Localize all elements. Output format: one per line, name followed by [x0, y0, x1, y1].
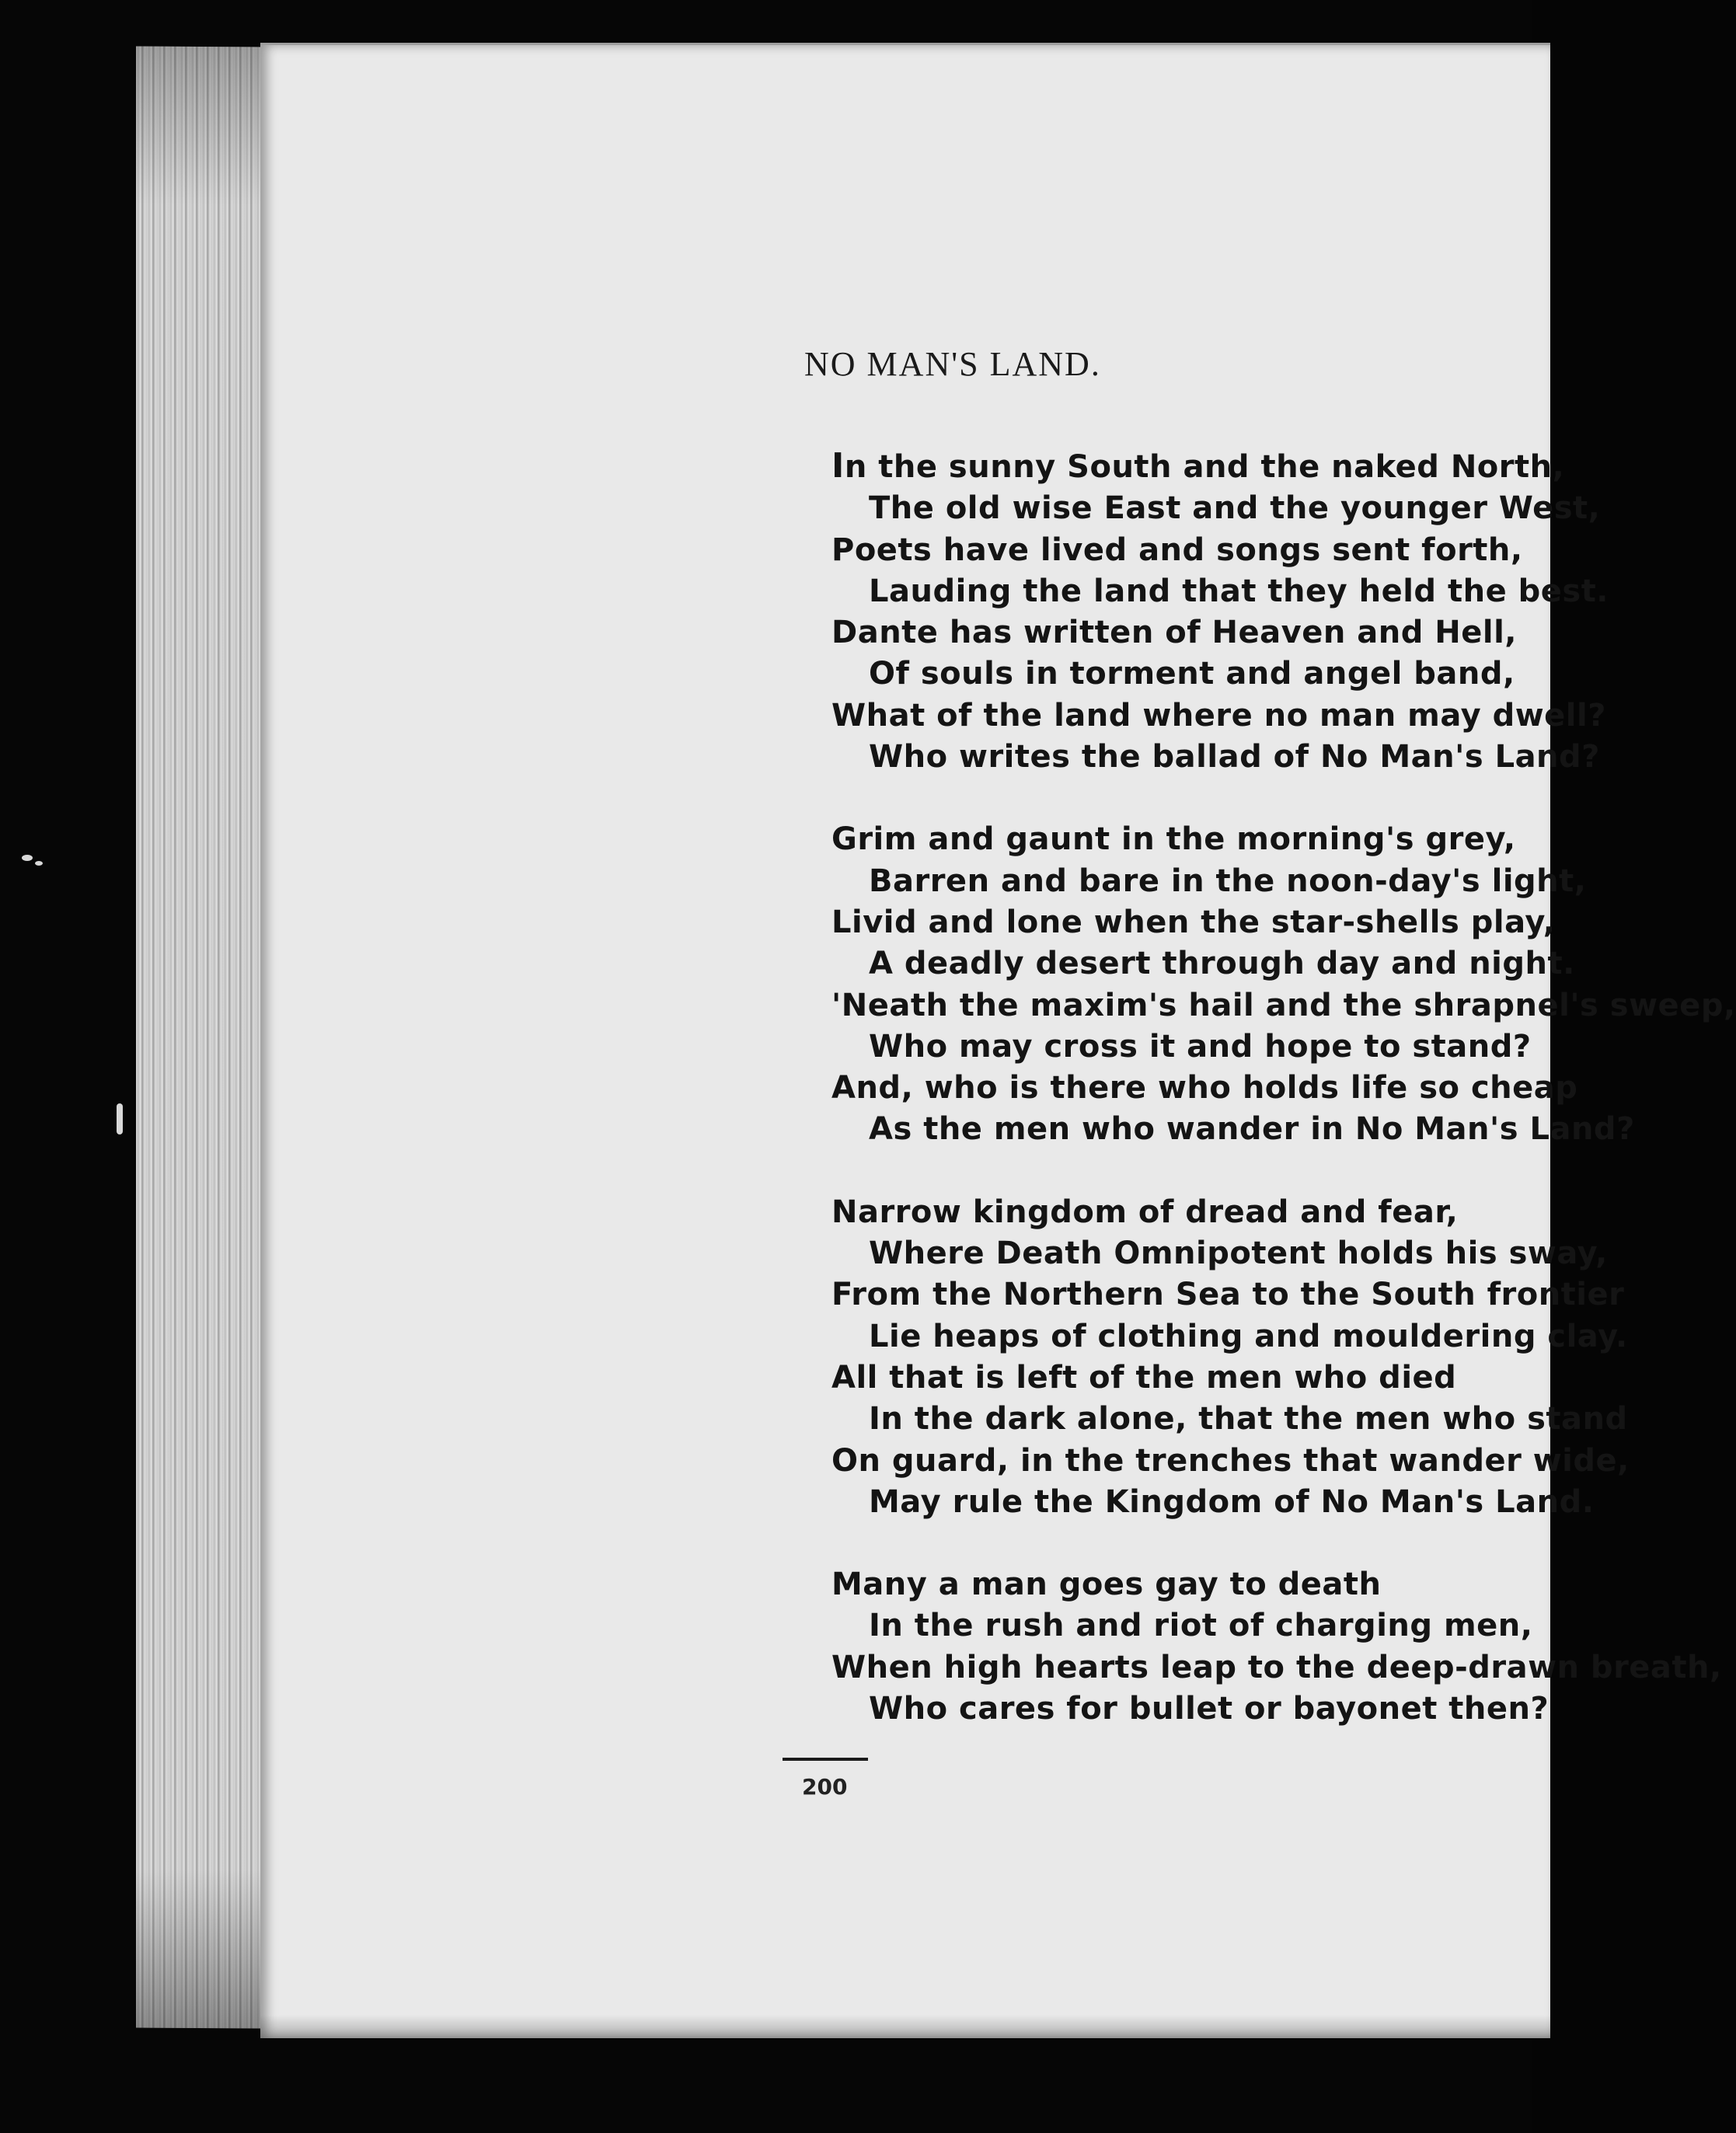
poem-line: Where Death Omnipotent holds his sway, [869, 1236, 1608, 1272]
poem-line: Lie heaps of clothing and mouldering clay. [869, 1318, 1628, 1354]
poem-line: In the rush and riot of charging men, [869, 1608, 1533, 1644]
stanza-3 [831, 1192, 1736, 1523]
poem-line: What of the land where no man may dwell? [831, 697, 1606, 734]
poem-body [831, 445, 1736, 1771]
poem-line: In the dark alone, that the men who stand [869, 1401, 1628, 1438]
stanza-2 [831, 819, 1736, 1150]
poem-line: As the men who wander in No Man's Land? [869, 1111, 1635, 1148]
poem-line: In the sunny South and the naked North, [831, 446, 1565, 486]
poem-line: Who may cross it and hope to stand? [869, 1028, 1532, 1065]
poem-title: NO MAN'S LAND. [804, 345, 1101, 383]
poem-line: The old wise East and the younger West, [869, 490, 1601, 527]
poem-line: Narrow kingdom of dread and fear, [831, 1194, 1459, 1230]
stanza-4 [831, 1564, 1736, 1730]
poem-line: When high hearts leap to the deep-drawn breath, [831, 1649, 1722, 1685]
book-page [260, 43, 1736, 2038]
poem-line: Lauding the land that they held the best. [869, 573, 1609, 609]
scan-speck [22, 855, 33, 861]
page-number: 200 [802, 1774, 848, 1800]
poem-line: Who cares for bullet or bayonet then? [869, 1691, 1550, 1727]
poem-line: Who writes the ballad of No Man's Land? [869, 739, 1600, 775]
poem-line: Livid and lone when the star-shells play, [831, 904, 1556, 940]
scan-speck [117, 1103, 123, 1134]
poem-line: Dante has written of Heaven and Hell, [831, 615, 1517, 651]
poem-line: A deadly desert through day and night. [869, 946, 1575, 982]
scan-speck [35, 861, 43, 866]
poem-line: From the Northern Sea to the South frontier [831, 1277, 1625, 1313]
poem-line: Grim and gaunt in the morning's grey, [831, 821, 1516, 858]
stanza-1 [831, 445, 1736, 778]
poem-line: All that is left of the men who died [831, 1359, 1457, 1396]
footnote-rule [783, 1758, 868, 1761]
page-edges [136, 46, 268, 2028]
poem-line: Many a man goes gay to death [831, 1567, 1382, 1603]
poem-line: May rule the Kingdom of No Man's Land. [869, 1483, 1595, 1520]
poem-line: On guard, in the trenches that wander wide, [831, 1442, 1630, 1479]
poem-line: Barren and bare in the noon-day's light, [869, 863, 1587, 899]
poem-line: And, who is there who holds life so cheap [831, 1070, 1578, 1107]
poem-line: 'Neath the maxim's hail and the shrapnel's sweep, [831, 987, 1736, 1023]
poem-line: Poets have lived and songs sent forth, [831, 532, 1523, 568]
poem-line: Of souls in torment and angel band, [869, 656, 1515, 692]
